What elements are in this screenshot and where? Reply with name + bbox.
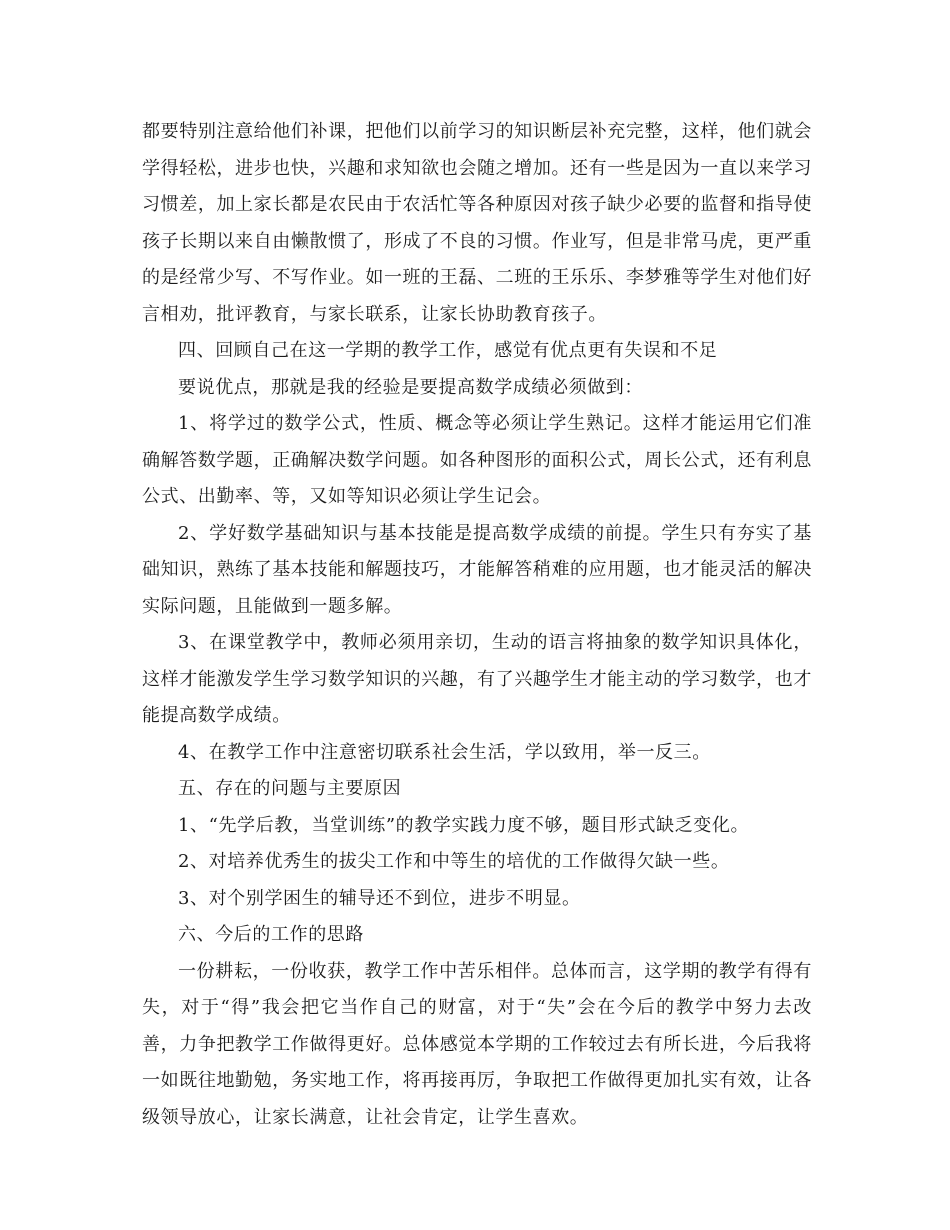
section-heading-six: 六、今后的工作的思路 bbox=[178, 924, 364, 945]
document-body bbox=[142, 114, 812, 1136]
section-heading-five: 五、存在的问题与主要原因 bbox=[178, 778, 402, 799]
paragraph-point-4: 4、在教学工作中注意密切联系社会生活，学以致用，举一反三。 bbox=[178, 741, 711, 763]
problem-item-3: 3、对个别学困生的辅导还不到位，进步不明显。 bbox=[178, 887, 581, 909]
paragraph-conclusion: 一份耕耘，一份收获，教学工作中苦乐相伴。总体而言，这学期的教学有得有失，对于“得”我会把它当作自己的财富，对于“失”会在今后的教学中努力去改善，力争把教学工作做得更好。总体感觉本学期的工作较过去有所长进，今后我将一如既往地勤勉，务实地工作，将再接再厉，争取把工作做得更加扎实有效，让各级领导放心，让家长满意，让社会肯定，让学生喜欢。 bbox=[142, 960, 812, 1128]
paragraph-strengths-intro: 要说优点，那就是我的经验是要提高数学成绩必须做到： bbox=[178, 376, 643, 398]
paragraph-continued: 都要特别注意给他们补课，把他们以前学习的知识断层补充完整，这样，他们就会学得轻松，进步也快，兴趣和求知欲也会随之增加。还有一些是因为一直以来学习习惯差，加上家长都是农民由于农活忙等各种原因对孩子缺少必要的监督和指导使孩子长期以来自由懒散惯了，形成了不良的习惯。作业写，但是非常马虎，更严重的是经常少写、不写作业。如一班的王磊、二班的王乐乐、李梦雅等学生对他们好言相劝，批评教育，与家长联系，让家长协助教育孩子。 bbox=[142, 121, 812, 325]
paragraph-point-3: 3、在课堂教学中，教师必须用亲切，生动的语言将抽象的数学知识具体化，这样才能激发学生学习数学知识的兴趣，有了兴趣学生才能主动的学习数学，也才能提高数学成绩。 bbox=[142, 632, 812, 726]
paragraph-point-2: 2、学好数学基础知识与基本技能是提高数学成绩的前提。学生只有夯实了基础知识，熟练了基本技能和解题技巧，才能解答稍难的应用题，也才能灵活的解决实际问题，且能做到一题多解。 bbox=[142, 522, 812, 617]
section-heading-four: 四、回顾自己在这一学期的教学工作，感觉有优点更有失误和不足 bbox=[178, 340, 718, 361]
paragraph-point-1: 1、将学过的数学公式，性质、概念等必须让学生熟记。这样才能运用它们准确解答数学题，正确解决数学问题。如各种图形的面积公式，周长公式，还有利息公式、出勤率、等，又如等知识必须让学生记会。 bbox=[142, 413, 812, 507]
problem-item-2: 2、对培养优秀生的拔尖工作和中等生的培优的工作做得欠缺一些。 bbox=[178, 851, 730, 872]
problem-item-1: 1、“先学后教，当堂训练”的教学实践力度不够，题目形式缺乏变化。 bbox=[178, 814, 750, 836]
